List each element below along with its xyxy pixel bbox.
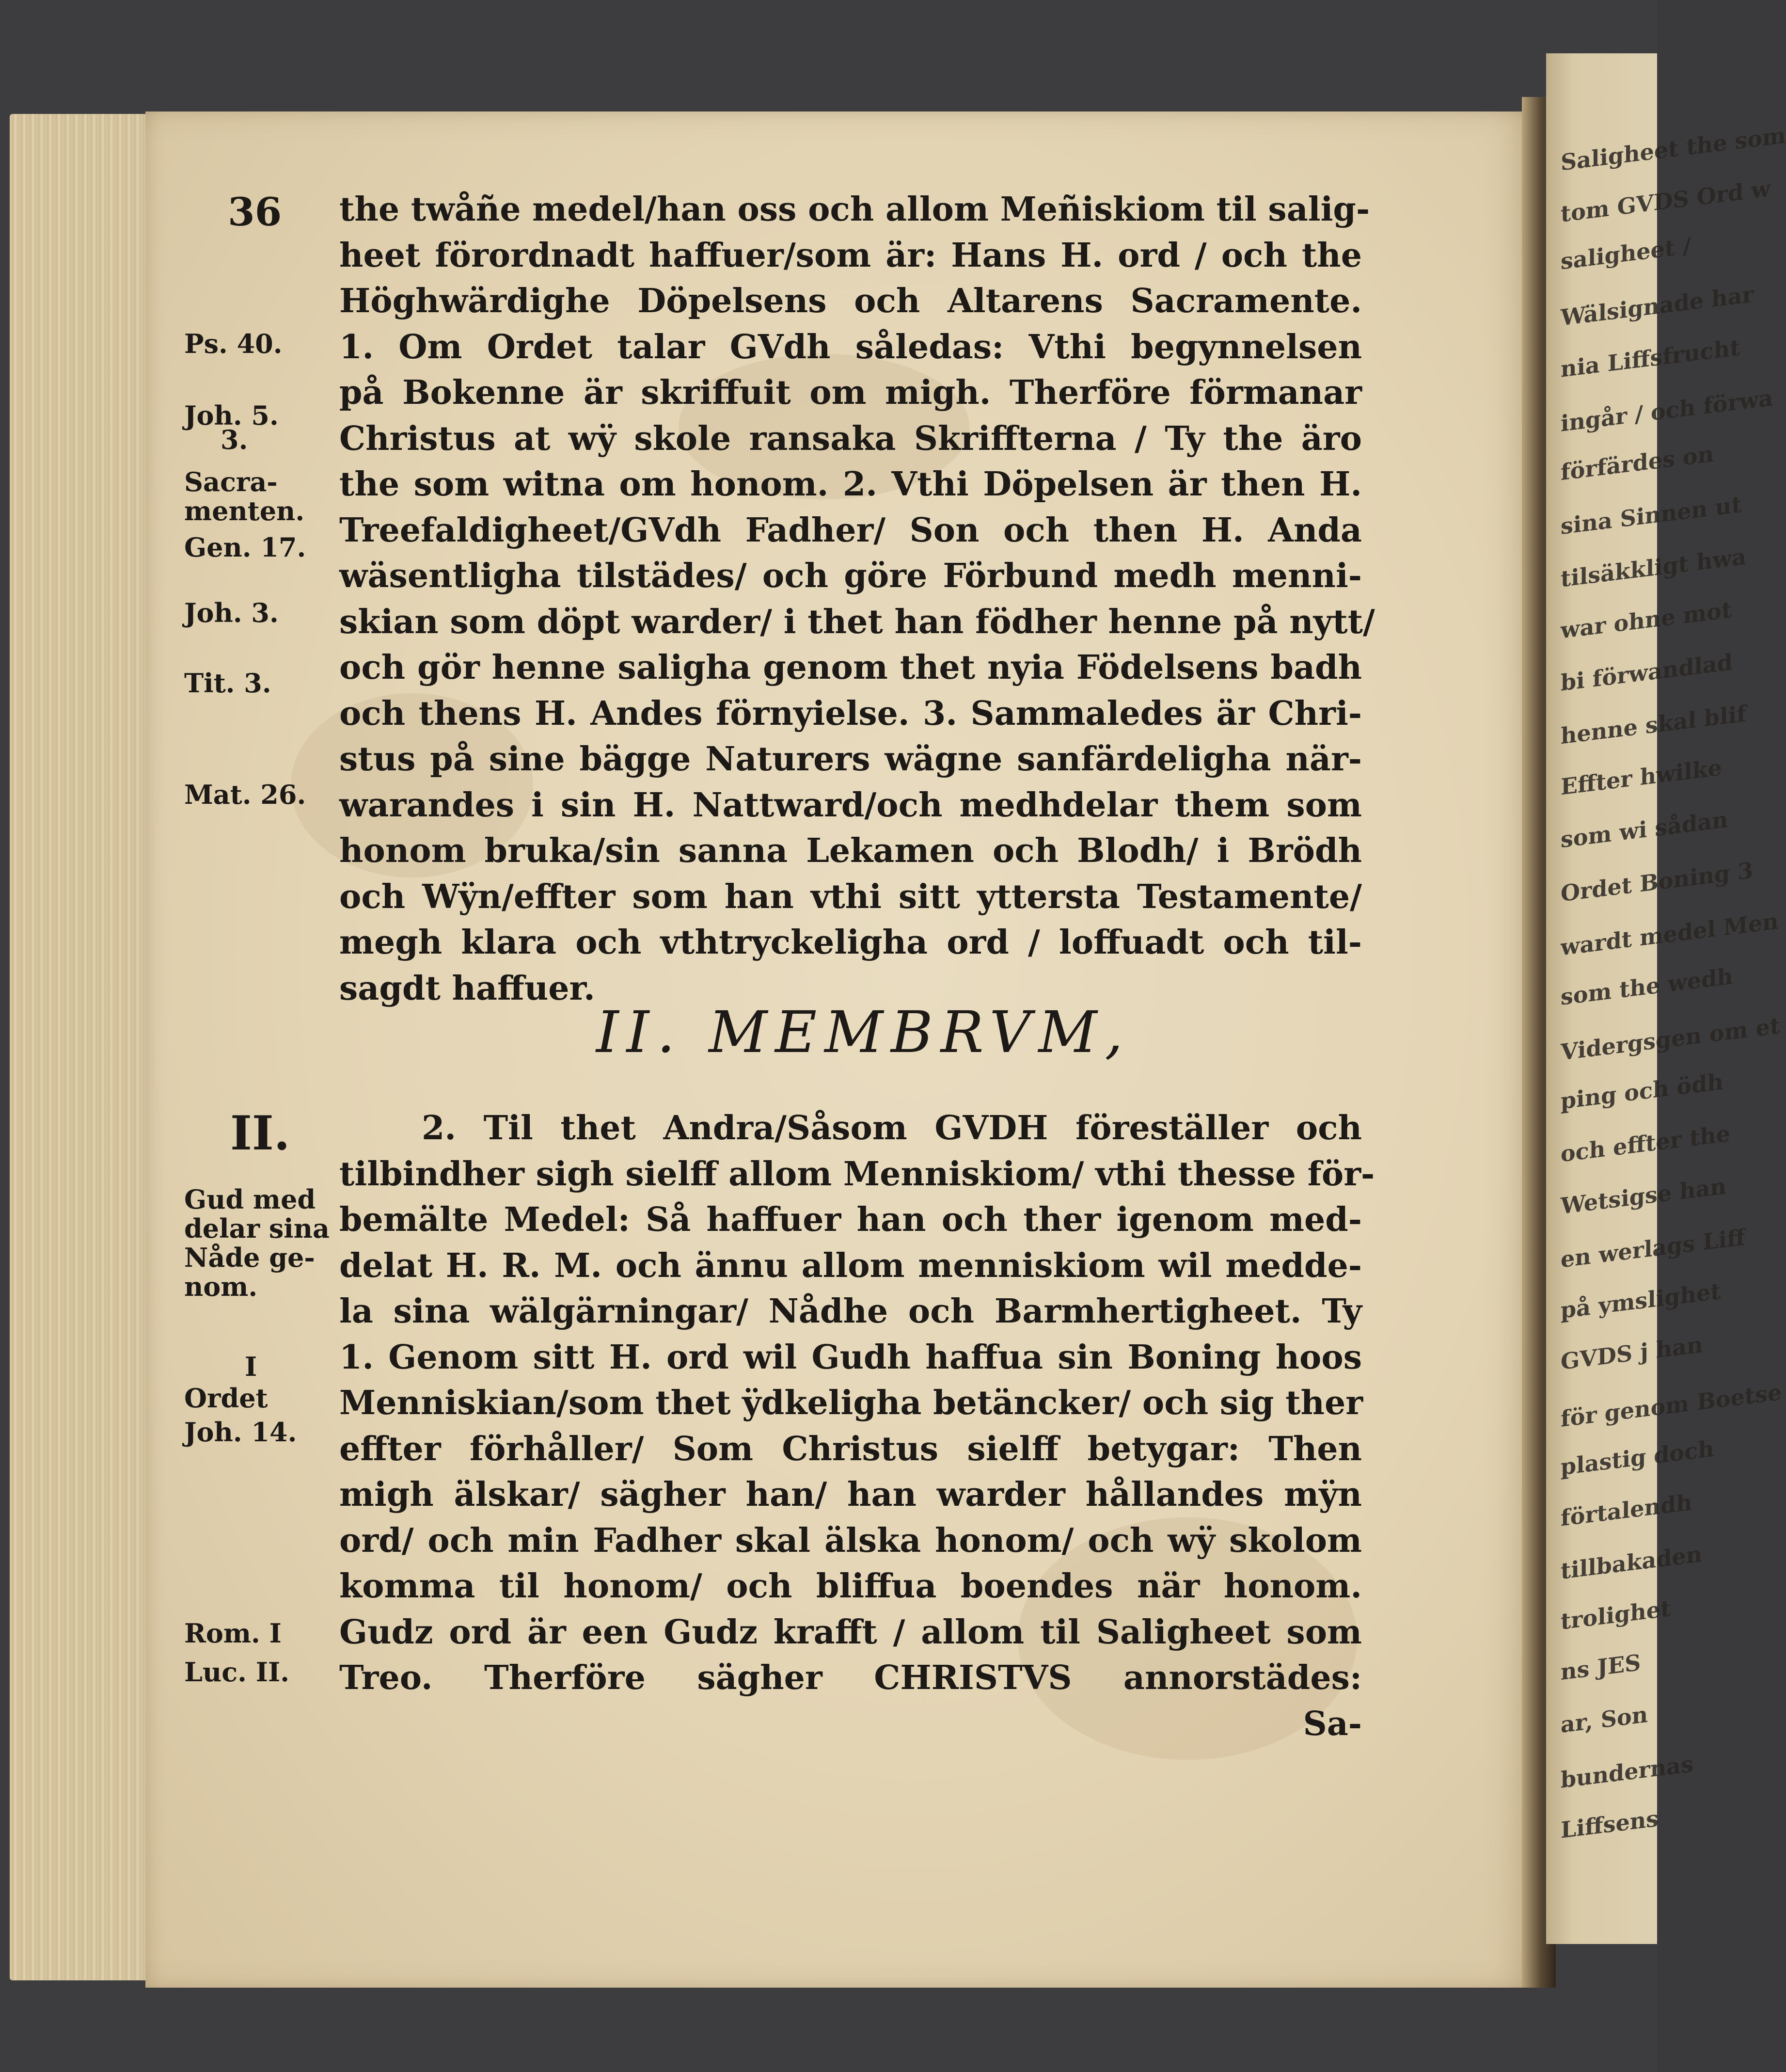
text-line: Höghwärdighe Döpelsens och Altarens Sacramente. xyxy=(339,282,1362,320)
text-line: megh klara och vthtryckeligha ord / loffuadt och til- xyxy=(339,923,1362,962)
text-line: Christus at wÿ skole ransaka Skriffterna / Ty the äro xyxy=(339,419,1362,458)
margin-note: Ordet xyxy=(184,1383,268,1414)
text-line: bemälte Medel: Så haffuer han och ther igenom med- xyxy=(339,1200,1362,1239)
facing-page-line: som wi sådan xyxy=(1561,806,1728,853)
text-line: the som witna om honom. 2. Vthi Döpelsen är then H. xyxy=(339,465,1362,504)
facing-page-line: för genom Boetse xyxy=(1561,1378,1782,1433)
facing-page-fragment xyxy=(1546,53,1786,1944)
text-line: och Wÿn/effter som han vthi sitt yttersta Testamente/ xyxy=(339,877,1362,916)
text-line: Treo. Therföre sägher CHRISTVS annorstädes: xyxy=(339,1658,1362,1697)
text-line: honom bruka/sin sanna Lekamen och Blodh/ i Brödh xyxy=(339,831,1362,870)
text-line: stus på sine bägge Naturers wägne sanfärdeligha när- xyxy=(339,740,1362,779)
margin-note-section-number: II. xyxy=(230,1106,290,1161)
facing-page-line: GVDS j han xyxy=(1561,1331,1703,1375)
facing-page-line: bundernas xyxy=(1561,1751,1693,1793)
facing-page-line: sina Sinnen ut xyxy=(1561,491,1742,540)
facing-page-line: ns JES xyxy=(1561,1649,1641,1686)
facing-page-line: förfärdes on xyxy=(1561,440,1714,486)
facing-page-line: ping och ödh xyxy=(1561,1068,1723,1115)
facing-page-line: Effter hwilke xyxy=(1561,754,1722,800)
margin-note: Nåde ge- xyxy=(184,1242,315,1273)
text-line: Menniskian/som thet ÿdkeligha betäncker/ och sig ther xyxy=(339,1384,1363,1422)
text-line: sagdt haffuer. xyxy=(339,969,595,1008)
section-heading: II. MEMBRVM, xyxy=(596,999,1131,1066)
facing-page-line: Ordet Boning 3 xyxy=(1561,857,1754,907)
facing-page-line: förtalendh xyxy=(1561,1489,1692,1531)
text-line: warandes i sin H. Nattward/och medhdelar them som xyxy=(339,785,1362,825)
facing-page-line: plastig doch xyxy=(1561,1435,1714,1481)
text-line: wäsentligha tilstädes/ och göre Förbund medh menni- xyxy=(339,557,1362,595)
facing-page-line: Saligheet the som xyxy=(1561,122,1786,176)
text-line: ord/ och min Fadher skal älska honom/ och wÿ skolom xyxy=(339,1521,1362,1560)
margin-note: I xyxy=(245,1351,257,1382)
facing-page-line: nia Liffsfrucht xyxy=(1561,334,1740,383)
facing-page-line: ingår / och förwa xyxy=(1561,384,1773,437)
margin-note: Joh. 5. xyxy=(184,400,279,431)
text-line: 1. Genom sitt H. ord wil Gudh haffua sin Boning hoos xyxy=(339,1338,1362,1377)
facing-page-line: war ohne mot xyxy=(1561,596,1732,644)
text-line: the twåñe medel/han oss och allom Meñiskiom til salig- xyxy=(339,190,1370,229)
text-line: migh älskar/ sägher han/ han warder hållandes mÿn xyxy=(339,1475,1362,1514)
facing-page-line: på ymslighet xyxy=(1561,1277,1721,1324)
facing-page-line: Liffsens xyxy=(1561,1805,1659,1844)
margin-note: Gud med xyxy=(184,1184,316,1215)
facing-page-line: ar, Son xyxy=(1561,1701,1648,1738)
margin-note: Gen. 17. xyxy=(184,532,306,563)
facing-page-line: trolighet xyxy=(1561,1595,1671,1635)
body-text-part-2 xyxy=(339,1105,1375,1747)
facing-page-line: Vidergsgen om et xyxy=(1561,1012,1780,1066)
text-line: Treefaldigheet/GVdh Fadher/ Son och then H. Anda xyxy=(339,510,1362,550)
catchword: Sa- xyxy=(1303,1704,1362,1743)
facing-page-line: tilsäkkligt hwa xyxy=(1561,543,1746,592)
facing-page-line: tom GVDS Ord w xyxy=(1561,175,1770,227)
margin-note: Tit. 3. xyxy=(184,668,271,699)
margin-note: Joh. 14. xyxy=(184,1417,297,1448)
facing-page-line: och effter the xyxy=(1561,1120,1730,1167)
body-text-part-1 xyxy=(339,187,1375,1011)
facing-page-line: Wälsignade har xyxy=(1561,281,1754,331)
facing-page-line: tillbakaden xyxy=(1561,1541,1703,1584)
text-line: effter förhåller/ Som Christus sielff betygar: Then xyxy=(339,1429,1362,1468)
margin-note: nom. xyxy=(184,1271,258,1302)
margin-note: Joh. 3. xyxy=(184,597,279,628)
margin-note: menten. xyxy=(184,495,305,526)
facing-page-line: wardt medel Men xyxy=(1561,908,1779,961)
margin-note: Luc. II. xyxy=(184,1657,290,1688)
text-line: och thens H. Andes förnyielse. 3. Sammaledes är Chri- xyxy=(339,694,1362,733)
text-line: delat H. R. M. och ännu allom menniskiom wil medde- xyxy=(339,1246,1362,1285)
text-line: komma til honom/ och bliffua boendes när honom. xyxy=(339,1567,1362,1606)
text-line: 1. Om Ordet talar GVdh såledas: Vthi begynnelsen xyxy=(339,327,1362,367)
stacked-page-edges xyxy=(10,114,155,1980)
margin-note: Sacra- xyxy=(184,466,278,497)
text-line: tilbindher sigh sielff allom Menniskiom/ vthi thesse för- xyxy=(339,1154,1375,1194)
facing-page-line: Wetsigse han xyxy=(1561,1173,1726,1219)
text-line: på Bokenne är skriffuit om migh. Therföre förmanar xyxy=(339,373,1362,412)
text-line: och gör henne saligha genom thet nyia Födelsens badh xyxy=(339,648,1362,687)
margin-note: Rom. I xyxy=(184,1618,282,1649)
margin-note: Mat. 26. xyxy=(184,779,306,810)
facing-page-line: bi förwandlad xyxy=(1561,649,1733,696)
facing-page-line: en werlags Liff xyxy=(1561,1224,1745,1273)
text-line: 2. Til thet Andra/Såsom GVDH föreställer och xyxy=(422,1109,1362,1148)
page-number: 36 xyxy=(228,189,282,235)
text-line: heet förordnadt haffuer/som är: Hans H. ord / och the xyxy=(339,236,1362,275)
text-line: la sina wälgärningar/ Nådhe och Barmhertigheet. Ty xyxy=(339,1292,1362,1331)
margin-note: delar sina xyxy=(184,1213,330,1244)
margin-note: 3. xyxy=(221,424,248,455)
margin-note: Ps. 40. xyxy=(184,328,283,359)
facing-page-line: henne skal blif xyxy=(1561,700,1746,749)
text-line: skian som döpt warder/ i thet han födher henne på nytt/ xyxy=(339,602,1375,641)
text-line: Gudz ord är een Gudz krafft / allom til Saligheet som xyxy=(339,1612,1362,1652)
facing-page-line: saligheet / xyxy=(1561,232,1691,275)
facing-page-line: som the wedh xyxy=(1561,963,1733,1010)
